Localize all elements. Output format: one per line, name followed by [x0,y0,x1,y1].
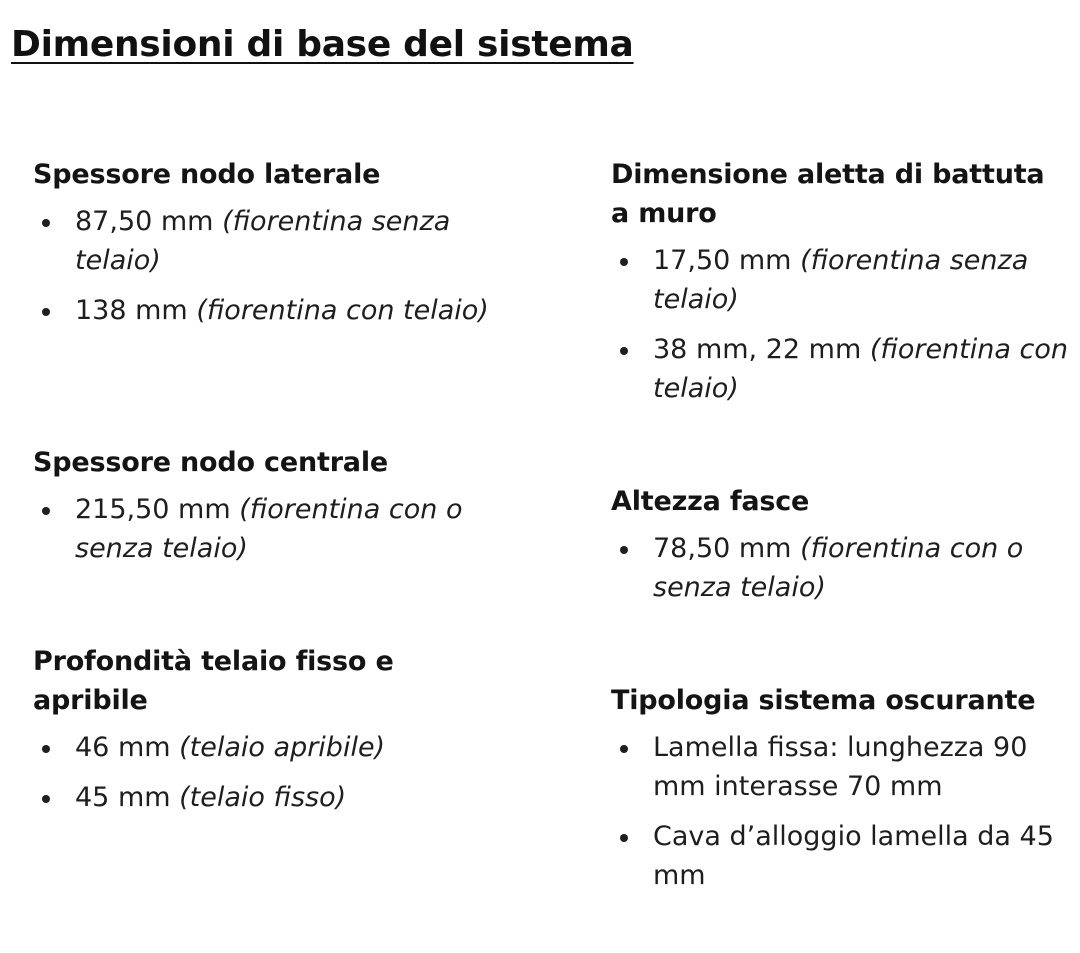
item-note: (telaio apribile) [179,732,386,763]
list-item [33,728,453,767]
section-heading: Tipologia sistema oscurante [611,685,1036,716]
section-dimensione-aletta [611,155,1071,419]
bullet-list [611,241,1071,408]
section-spessore-nodo-laterale [33,155,533,341]
item-value: 45 mm [75,782,171,813]
list-item [611,241,1071,319]
item-value: 138 mm [75,295,188,326]
item-note: (fiorentina con o senza telaio) [75,494,463,564]
section-heading: Spessore nodo centrale [33,447,388,478]
list-item [611,728,1071,806]
item-value: Cava d’alloggio lamella da 45 mm [653,821,1054,891]
item-value: 38 mm, 22 mm [653,334,862,365]
section-heading: Profondità telaio fisso e apribile [33,646,394,716]
list-item [611,529,1071,607]
item-value: 17,50 mm [653,245,792,276]
section-heading: Spessore nodo laterale [33,159,381,190]
section-spessore-nodo-centrale [33,443,533,579]
section-tipologia-oscurante [611,681,1071,906]
item-value: Lamella fissa: lunghezza 90 mm interasse 70 mm [653,732,1028,802]
item-value: 87,50 mm [75,206,214,237]
item-note: (telaio fisso) [179,782,347,813]
item-note: (fiorentina senza telaio) [75,206,451,276]
item-note: (fiorentina senza telaio) [653,245,1029,315]
section-heading: Dimensione aletta di battuta a muro [611,159,1045,229]
bullet-list [611,529,1071,607]
item-value: 46 mm [75,732,171,763]
item-note: (fiorentina con telaio) [196,295,489,326]
item-note: (fiorentina con o senza telaio) [653,533,1024,603]
list-item [33,490,533,568]
item-note: (fiorentina con telaio) [653,334,1068,404]
list-item [33,291,533,330]
section-heading: Altezza fasce [611,486,810,517]
section-altezza-fasce [611,482,1071,618]
bullet-list [33,490,533,568]
bullet-list [33,728,453,817]
item-value: 215,50 mm [75,494,231,525]
section-profondita-telaio [33,642,453,828]
list-item [611,330,1071,408]
list-item [33,778,453,817]
item-value: 78,50 mm [653,533,792,564]
list-item [33,202,533,280]
bullet-list [33,202,533,330]
list-item [611,817,1071,895]
bullet-list [611,728,1071,895]
page-title: Dimensioni di base del sistema [11,24,634,65]
